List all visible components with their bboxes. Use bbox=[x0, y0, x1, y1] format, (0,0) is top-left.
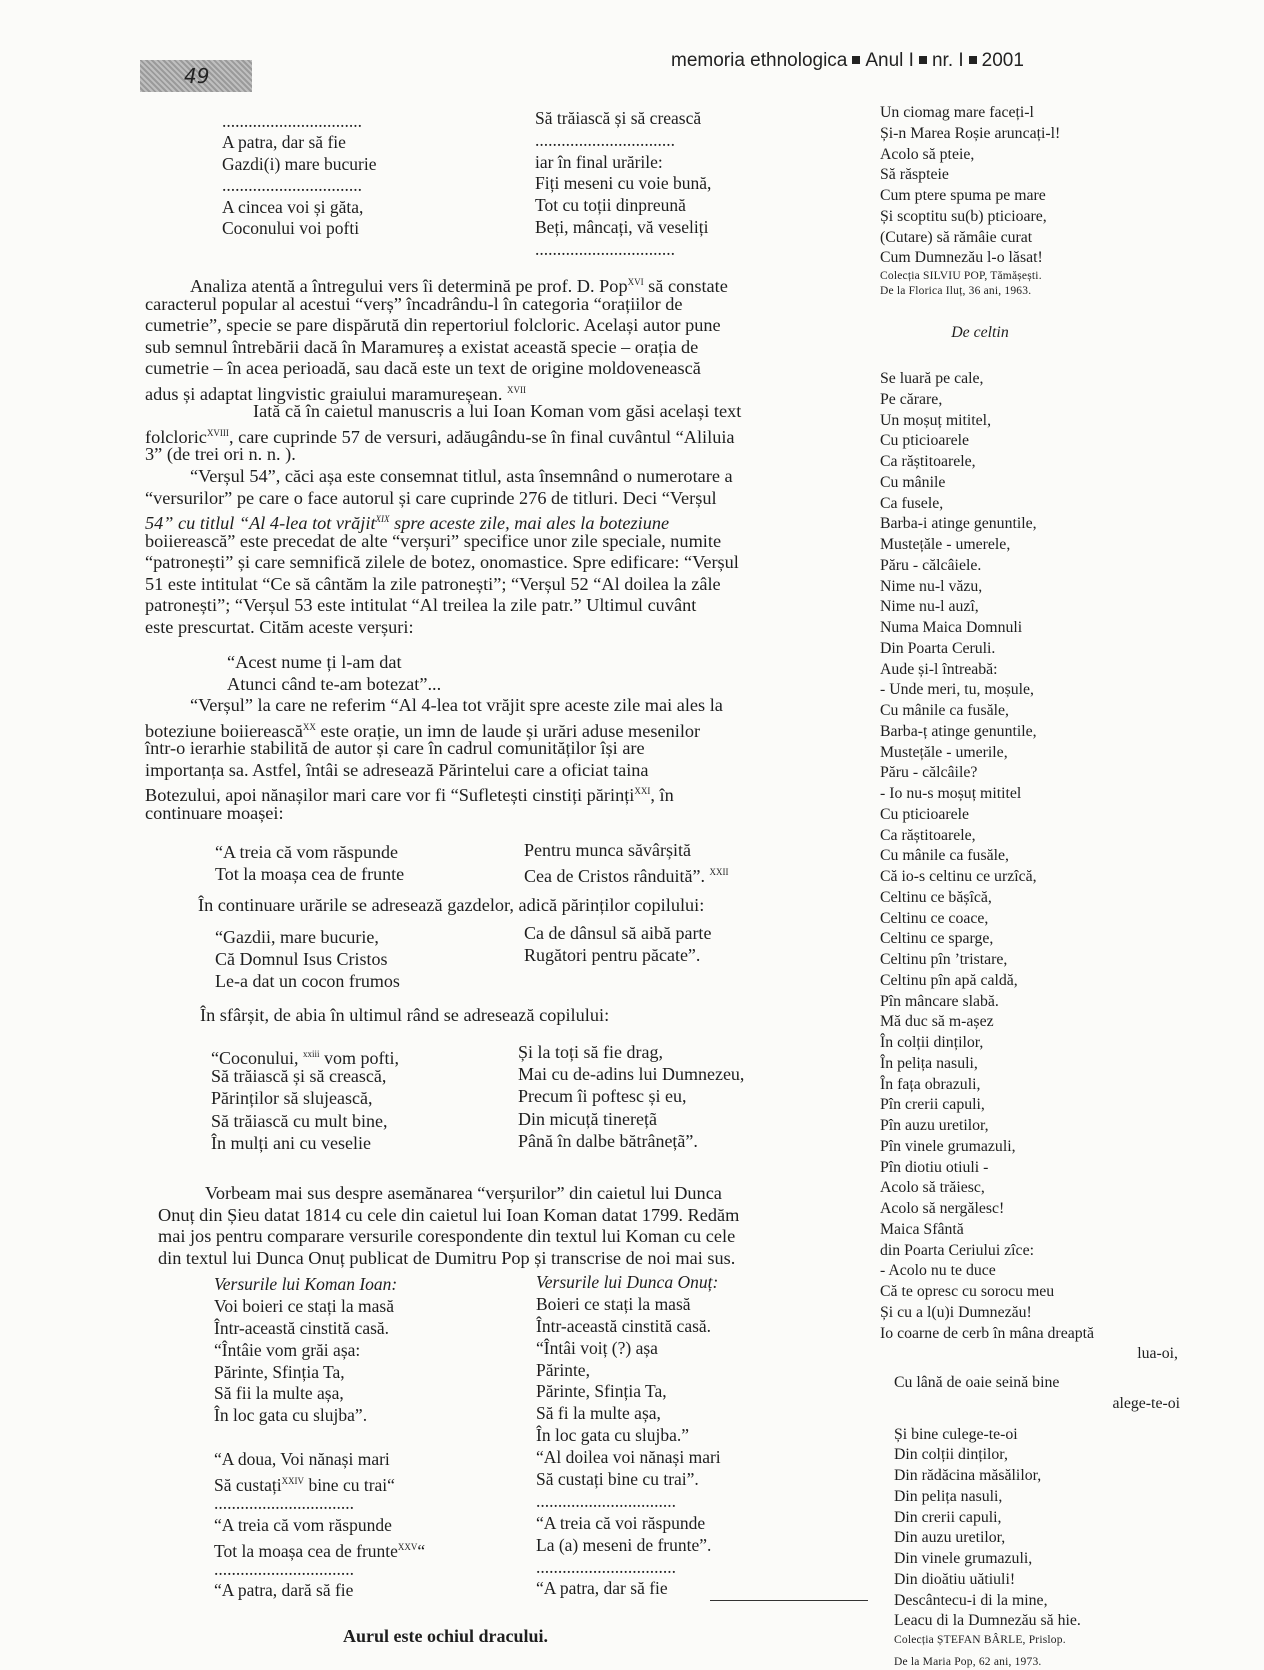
collection-credit: De la Maria Pop, 62 ani, 1973. bbox=[894, 1656, 1042, 1668]
text-line: Iată că în caietul manuscris a lui Ioan Koman vom găsi același text bbox=[253, 401, 742, 421]
verse-line: În mulți ani cu veselie bbox=[211, 1132, 371, 1153]
poem-line: Maica Sfântă bbox=[880, 1220, 964, 1238]
verse-line: Părinților să slujească, bbox=[211, 1088, 373, 1109]
paragraph-gazde bbox=[198, 895, 898, 917]
poem-line: Descântecu-i di la mine, bbox=[894, 1591, 1048, 1609]
poem-line: Celtinu ce coace, bbox=[880, 909, 989, 927]
verse-line: Până în dalbe bătrânețã”. bbox=[518, 1130, 698, 1151]
running-header bbox=[671, 50, 1091, 78]
top-middle-verse bbox=[535, 108, 711, 261]
verse-line: Părinte, Sfinția Ta, bbox=[214, 1361, 345, 1382]
verse-line: ................................ bbox=[536, 1490, 676, 1511]
verse-line: “A patra, dară să fie bbox=[214, 1580, 354, 1601]
separator-square-icon bbox=[969, 56, 977, 64]
verse-line: Boieri ce stați la masă bbox=[536, 1293, 691, 1314]
verse-line: Să custați$^{XXIV}$ bine cu trai“ bbox=[214, 1474, 395, 1495]
poem-line: Ca răștitoarele, bbox=[880, 453, 976, 470]
verse-line: “A patra, dar să fie bbox=[536, 1578, 668, 1599]
text-line: într-o ierarhie stabilită de autor și care în cadrul comunităților își are bbox=[145, 738, 645, 758]
poem-line: Pîn diotiu otiuli - bbox=[880, 1158, 989, 1176]
verse-line: “A treia că vom răspunde bbox=[215, 842, 398, 862]
poem-line: Cum Dumnezău l-o lăsat! bbox=[880, 249, 1043, 267]
text-line: este prescurtat. Cităm aceste verșuri: bbox=[145, 616, 414, 637]
poem-line: Cum ptere spuma pe mare bbox=[880, 187, 1046, 204]
text-line: Botezului, apoi nănașilor mari care vor fi “Sufletești cinstiți părinți$^{XXI}$, în bbox=[145, 785, 674, 806]
poem-line: Cu mânile ca fusăle, bbox=[880, 702, 1009, 719]
poem-line: (Cutare) să rămâie curat bbox=[880, 228, 1033, 246]
poem-line: Păru - călcâile? bbox=[880, 764, 978, 782]
verse-line: Că Domnul Isus Cristos bbox=[215, 949, 388, 970]
verse-line: În loc gata cu slujba”. bbox=[214, 1405, 368, 1426]
separator-square-icon bbox=[919, 56, 927, 64]
verse-line: Și la toți să fie drag, bbox=[518, 1042, 663, 1062]
verse-line bbox=[214, 1427, 425, 1449]
verse-line: Din micuță tinerețã bbox=[518, 1108, 657, 1129]
text-line: “Verșul” la care ne referim “Al 4-lea tot vrăjit spre aceste zile mai ales la bbox=[190, 695, 723, 715]
verse-line: Părinte, bbox=[536, 1359, 590, 1380]
poem-line: Păru - călcâiele. bbox=[880, 556, 982, 574]
verse-line: ................................ bbox=[222, 111, 362, 131]
verse-line: ................................ bbox=[214, 1492, 354, 1513]
text-line: “versurilor” pe care o face autorul și care cuprinde 276 de titluri. Deci “Verșul bbox=[145, 487, 717, 508]
verse-line: Să trăiască și să crească, bbox=[211, 1066, 387, 1087]
text-line: În sfârșit, de abia în ultimul rând se adresează copilului: bbox=[200, 1005, 610, 1025]
text-line: “Verșul 54”, căci așa este consemnat titlul, asta însemnând o numerotare a bbox=[190, 466, 733, 486]
poem-line: Pîn mâncare slabă. bbox=[880, 992, 999, 1010]
verse-line: “A doua, Voi nănași mari bbox=[214, 1449, 390, 1470]
verse-line: Să custați bine cu trai”. bbox=[536, 1469, 699, 1490]
paragraph-analysis bbox=[145, 272, 845, 404]
poem-line: Ca fusele, bbox=[880, 494, 944, 512]
poem-line: Celtinu pîn ’tristare, bbox=[880, 951, 1008, 968]
poem-line: - Io nu-s moșuț mititel bbox=[880, 785, 1022, 802]
text-line: cumetrie – în acea perioadă, sau dacă este un text de origine moldovenească bbox=[145, 358, 701, 378]
poem-line: Din vinele grumazuli, bbox=[894, 1550, 1033, 1567]
poem-line: În pelița nasuli, bbox=[880, 1054, 978, 1072]
verse-line: iar în final urările: bbox=[535, 151, 663, 172]
verse-line: Să trăiască și să crească bbox=[535, 108, 702, 128]
poem-line: Pîn vinele grumazuli, bbox=[880, 1137, 1016, 1155]
paragraph-koman bbox=[145, 401, 845, 466]
text-line: 54” cu titlul “Al 4-lea tot vrăjit$^{XIX}$ spre aceste zile, mai ales la boteziune bbox=[145, 513, 670, 534]
verse-line: Voi boieri ce stați la masă bbox=[214, 1295, 394, 1316]
text-line: 51 este intitulat “Ce să cântăm la zile patronești”; “Verșul 52 “Al doilea la zâle bbox=[145, 573, 721, 594]
verse-line: “Coconului, $^{xxiii}$ vom pofti, bbox=[211, 1048, 400, 1068]
text-line: “patronești” și care semnifică zilele de botez, onomastice. Spre edificare: “Verșul bbox=[145, 552, 739, 572]
text-line: caracterul popular al acestui “verș” încadrându-l în categoria “orațiilor de bbox=[145, 293, 683, 314]
poem-line: Mustețăle - umerile, bbox=[880, 743, 1008, 761]
poem-line: Barba-ț atinge genuntile, bbox=[880, 722, 1037, 740]
poem-line: Nime nu-l văzu, bbox=[880, 577, 983, 595]
verse-line: Precum îi poftesc și eu, bbox=[518, 1086, 687, 1107]
verse-line: “Al doilea voi nănași mari bbox=[536, 1447, 721, 1468]
poem-line: Din crerii capuli, bbox=[894, 1508, 1002, 1526]
poem-line: - Acolo nu te duce bbox=[880, 1262, 996, 1280]
issue-label: nr. I bbox=[931, 50, 964, 71]
verse-line: În loc gata cu slujba.” bbox=[536, 1425, 690, 1446]
verse-line: Le-a dat un cocon frumos bbox=[215, 971, 400, 992]
verse-line: “A treia că vom răspunde bbox=[214, 1514, 392, 1535]
poem-line: - Unde meri, tu, moșule, bbox=[880, 681, 1034, 699]
verse-line: ................................ bbox=[535, 129, 675, 150]
journal-name: memoria ethnologica bbox=[671, 50, 848, 71]
poem-line: Cu pticioarele bbox=[880, 432, 970, 450]
poem-line: Pîn crerii capuli, bbox=[880, 1096, 985, 1114]
poem-line: Din colții dinților, bbox=[894, 1446, 1008, 1464]
text-line: adus și adaptat lingvistic graiului maramureșean. $^{XVII}$ bbox=[145, 383, 526, 404]
poem-line: Numa Maica Domnuli bbox=[880, 619, 1023, 636]
verse-line: Pentru munca săvârșită bbox=[524, 840, 691, 860]
paragraph-versul-54 bbox=[145, 466, 845, 638]
verse-line: Tot la moașa cea de frunte$^{XXV}$“ bbox=[214, 1540, 426, 1561]
poem-line: Cu mânile ca fusăle, bbox=[880, 847, 1009, 865]
verse-line: ................................ bbox=[535, 238, 675, 259]
poem-line: Mă duc să m-așez bbox=[880, 1013, 994, 1031]
verse-line: Rugători pentru păcate”. bbox=[524, 945, 701, 966]
poem-line: Din Poarta Ceruli. bbox=[880, 639, 996, 657]
year: 2001 bbox=[981, 50, 1024, 71]
poem-line: Io coarne de cerb în mâna dreaptă bbox=[880, 1324, 1095, 1342]
verse-line: Ca de dânsul să aibă parte bbox=[524, 923, 712, 943]
poem-line: Acolo să nergălesc! bbox=[880, 1200, 1005, 1217]
verse-copil-right bbox=[518, 1041, 744, 1152]
verse-line: Beți, mâncați, vă veseliți bbox=[535, 216, 709, 237]
verse-line: Să fi la multe așa, bbox=[536, 1403, 661, 1424]
poem-line: Din auzu uretilor, bbox=[894, 1529, 1006, 1547]
verse-line: “Întâie vom grăi așa: bbox=[214, 1339, 361, 1360]
poem-line: Ca răștitoarele, bbox=[880, 826, 976, 844]
verse-line: La (a) meseni de frunte”. bbox=[536, 1534, 712, 1555]
poem-line: Și-n Marea Roșie aruncați-l! bbox=[880, 124, 1061, 142]
poem-line: Cu pticioarele bbox=[880, 805, 970, 823]
page-number: 49 bbox=[140, 60, 252, 92]
separator-line bbox=[710, 1600, 868, 1601]
verse-line: Să trăiască cu mult bine, bbox=[211, 1110, 388, 1131]
paragraph-orație bbox=[145, 695, 845, 824]
poem-line: În fața obrazuli, bbox=[880, 1075, 981, 1093]
verse-line: Gazdi(i) mare bucurie bbox=[222, 153, 377, 174]
text-line: boteziune boiierească$^{XX}$ este orație, un imn de laude și urări aduse mesenilor bbox=[145, 720, 701, 741]
next-article-title: Aurul este ochiul dracului. bbox=[343, 1626, 549, 1646]
poem-line: Cu lână de oaie seină bine bbox=[894, 1374, 1060, 1391]
collection-credit: Colecția SILVIU POP, Tămășești. bbox=[880, 270, 1042, 282]
text-line: folcloric$^{XVIII}$, care cuprinde 57 de versuri, adăugându-se în final cuvântul “Aliluia bbox=[145, 426, 735, 447]
text-line: Analiza atentă a întregului vers îi determină pe prof. D. Pop$^{XVI}$ să constate bbox=[190, 276, 728, 297]
verse-line: “A treia că voi răspunde bbox=[536, 1512, 706, 1533]
verse-line: Tot cu toții dinpreună bbox=[535, 195, 686, 216]
paragraph-comparatie bbox=[158, 1183, 858, 1269]
verse-line: Mai cu de-adins lui Dumnezeu, bbox=[518, 1064, 745, 1085]
quote-name bbox=[227, 652, 927, 695]
verse-line: Într-această cinstită casă. bbox=[214, 1317, 390, 1338]
verse-line: Într-această cinstită casă. bbox=[536, 1315, 712, 1336]
poem-line: Cu mânile bbox=[880, 473, 946, 491]
text-line: patronești”; “Verșul 53 este intitulat “Al treilea la zile patr.” Ultimul cuvânt bbox=[145, 595, 697, 615]
poem-line: Nime nu-l auzî, bbox=[880, 598, 979, 616]
poem-line: Că io-s celtinu ce urzîcă, bbox=[880, 868, 1037, 885]
poem-line: Celtinu ce sparge, bbox=[880, 930, 994, 948]
poem-line: Să răspteie bbox=[880, 166, 949, 184]
verse-gazde-left bbox=[215, 926, 400, 993]
column-title: Versurile lui Dunca Onuț: bbox=[536, 1272, 719, 1292]
verse-line: ................................ bbox=[222, 175, 362, 196]
poem-line: din Poarta Ceriului zîce: bbox=[880, 1241, 1034, 1259]
poem-line: Acolo să pteie, bbox=[880, 145, 975, 163]
poem-line: Din rădăcina măsălilor, bbox=[894, 1467, 1042, 1484]
text-line: Vorbeam mai sus despre asemănarea “verșurilor” din caietul lui Dunca bbox=[205, 1183, 722, 1203]
right-column bbox=[880, 103, 1200, 1670]
poem-line: Pe cărare, bbox=[880, 390, 943, 408]
column-title: Versurile lui Koman Ioan: bbox=[214, 1274, 398, 1294]
poem-line: Din pelița nasuli, bbox=[894, 1487, 1003, 1505]
text-line: importanța sa. Astfel, întâi se adresează Părintelui care a oficiat taina bbox=[145, 759, 649, 780]
quote-line: “Acest nume ți l-am dat bbox=[227, 652, 402, 672]
text-line: sub semnul întrebării dacă în Maramureș a existat această specie – orația de bbox=[145, 336, 699, 357]
verse-line: Coconului voi pofti bbox=[222, 217, 360, 238]
text-line: În continuare urările se adresează gazdelor, adică părinților copilului: bbox=[198, 895, 705, 915]
verse-copil-left bbox=[211, 1043, 399, 1154]
verse-line: Cea de Cristos rânduită”. $^{XXII}$ bbox=[524, 865, 729, 886]
poem-line: Acolo să trăiesc, bbox=[880, 1179, 985, 1197]
text-line: 3” (de trei ori n. n. ). bbox=[145, 444, 296, 464]
dunca-verses bbox=[536, 1272, 721, 1600]
poem-line: Și bine culege-te-oi bbox=[894, 1425, 1018, 1443]
verse-line: Părinte, Sfinția Ta, bbox=[536, 1381, 667, 1402]
poem-line: Leacu di la Dumnezău să hie. bbox=[894, 1612, 1081, 1630]
collection-credit: De la Florica Iluț, 36 ani, 1963. bbox=[880, 285, 1032, 297]
text-line: din textul lui Dunca Onuț publicat de Dumitru Pop și transcrise de noi mai sus. bbox=[158, 1247, 736, 1268]
verse-moasa-left bbox=[215, 842, 404, 886]
top-left-verse bbox=[222, 111, 377, 239]
collection-credit: Colecția ȘTEFAN BÂRLE, Prislop. bbox=[894, 1634, 1066, 1646]
text-line: boiierească” este precedat de alte “verșuri” specifice unor zile speciale, numite bbox=[145, 530, 722, 551]
verse-gazde-right bbox=[524, 922, 711, 966]
poem-line: Din dioătiu uătiuli! bbox=[894, 1570, 1016, 1588]
verse-line: ................................ bbox=[536, 1556, 676, 1577]
poem-line: Și cu a l(u)i Dumnezău! bbox=[880, 1303, 1032, 1321]
poem-line: Și scoptitu su(b) pticioare, bbox=[880, 207, 1047, 225]
poem-line: Celtinu ce bășîcă, bbox=[880, 888, 992, 906]
text-line: continuare moașei: bbox=[145, 802, 284, 823]
poem-line: Că te opresc cu sorocu meu bbox=[880, 1283, 1055, 1300]
verse-line: ................................ bbox=[214, 1558, 354, 1579]
poem-line: Un moșuț mititel, bbox=[880, 411, 992, 429]
poem-title: De celtin bbox=[951, 324, 1009, 341]
poem-line: Aude și-l întreabă: bbox=[880, 660, 998, 678]
poem-line-wrap: alege-te-oi bbox=[1112, 1394, 1180, 1412]
verse-line: A patra, dar să fie bbox=[222, 132, 346, 153]
verse-line: Tot la moașa cea de frunte bbox=[215, 863, 405, 884]
verse-line: “Întâi voiț (?) așa bbox=[536, 1337, 658, 1358]
poem-line: Mustețăle - umerele, bbox=[880, 536, 1011, 553]
poem-line: Celtinu pîn apă caldă, bbox=[880, 971, 1018, 989]
poem-line-wrap: lua-oi, bbox=[1137, 1345, 1178, 1363]
poem-line: În colții dinților, bbox=[880, 1034, 984, 1051]
verse-moasa-right bbox=[524, 840, 728, 884]
paragraph-copil bbox=[200, 1005, 900, 1027]
verse-line: A cincea voi și găta, bbox=[222, 196, 364, 217]
poem-line: Un ciomag mare faceți-l bbox=[880, 104, 1034, 121]
poem-line: Se luară pe cale, bbox=[880, 370, 984, 387]
year-label: Anul I bbox=[865, 50, 914, 71]
koman-verses bbox=[214, 1274, 425, 1602]
text-line: Onuț din Șieu datat 1814 cu cele din caietul lui Ioan Koman datat 1799. Redăm bbox=[158, 1204, 740, 1225]
separator-square-icon bbox=[852, 56, 860, 64]
text-line: mai jos pentru comparare versurile corespondente din textul lui Koman cu cele bbox=[158, 1226, 736, 1246]
verse-line: Fiți meseni cu voie bună, bbox=[535, 173, 712, 194]
quote-line: Atunci când te-am botezat”... bbox=[227, 673, 442, 694]
poem-line: Pîn auzu uretilor, bbox=[880, 1117, 989, 1134]
verse-line: “Gazdii, mare bucurie, bbox=[215, 927, 379, 947]
verse-line: Să fii la multe așa, bbox=[214, 1383, 344, 1404]
text-line: cumetrie”, specie se pare dispărută din repertoriul folcloric. Același autor pune bbox=[145, 315, 721, 335]
poem-line: Barba-i atinge genuntile, bbox=[880, 515, 1037, 533]
